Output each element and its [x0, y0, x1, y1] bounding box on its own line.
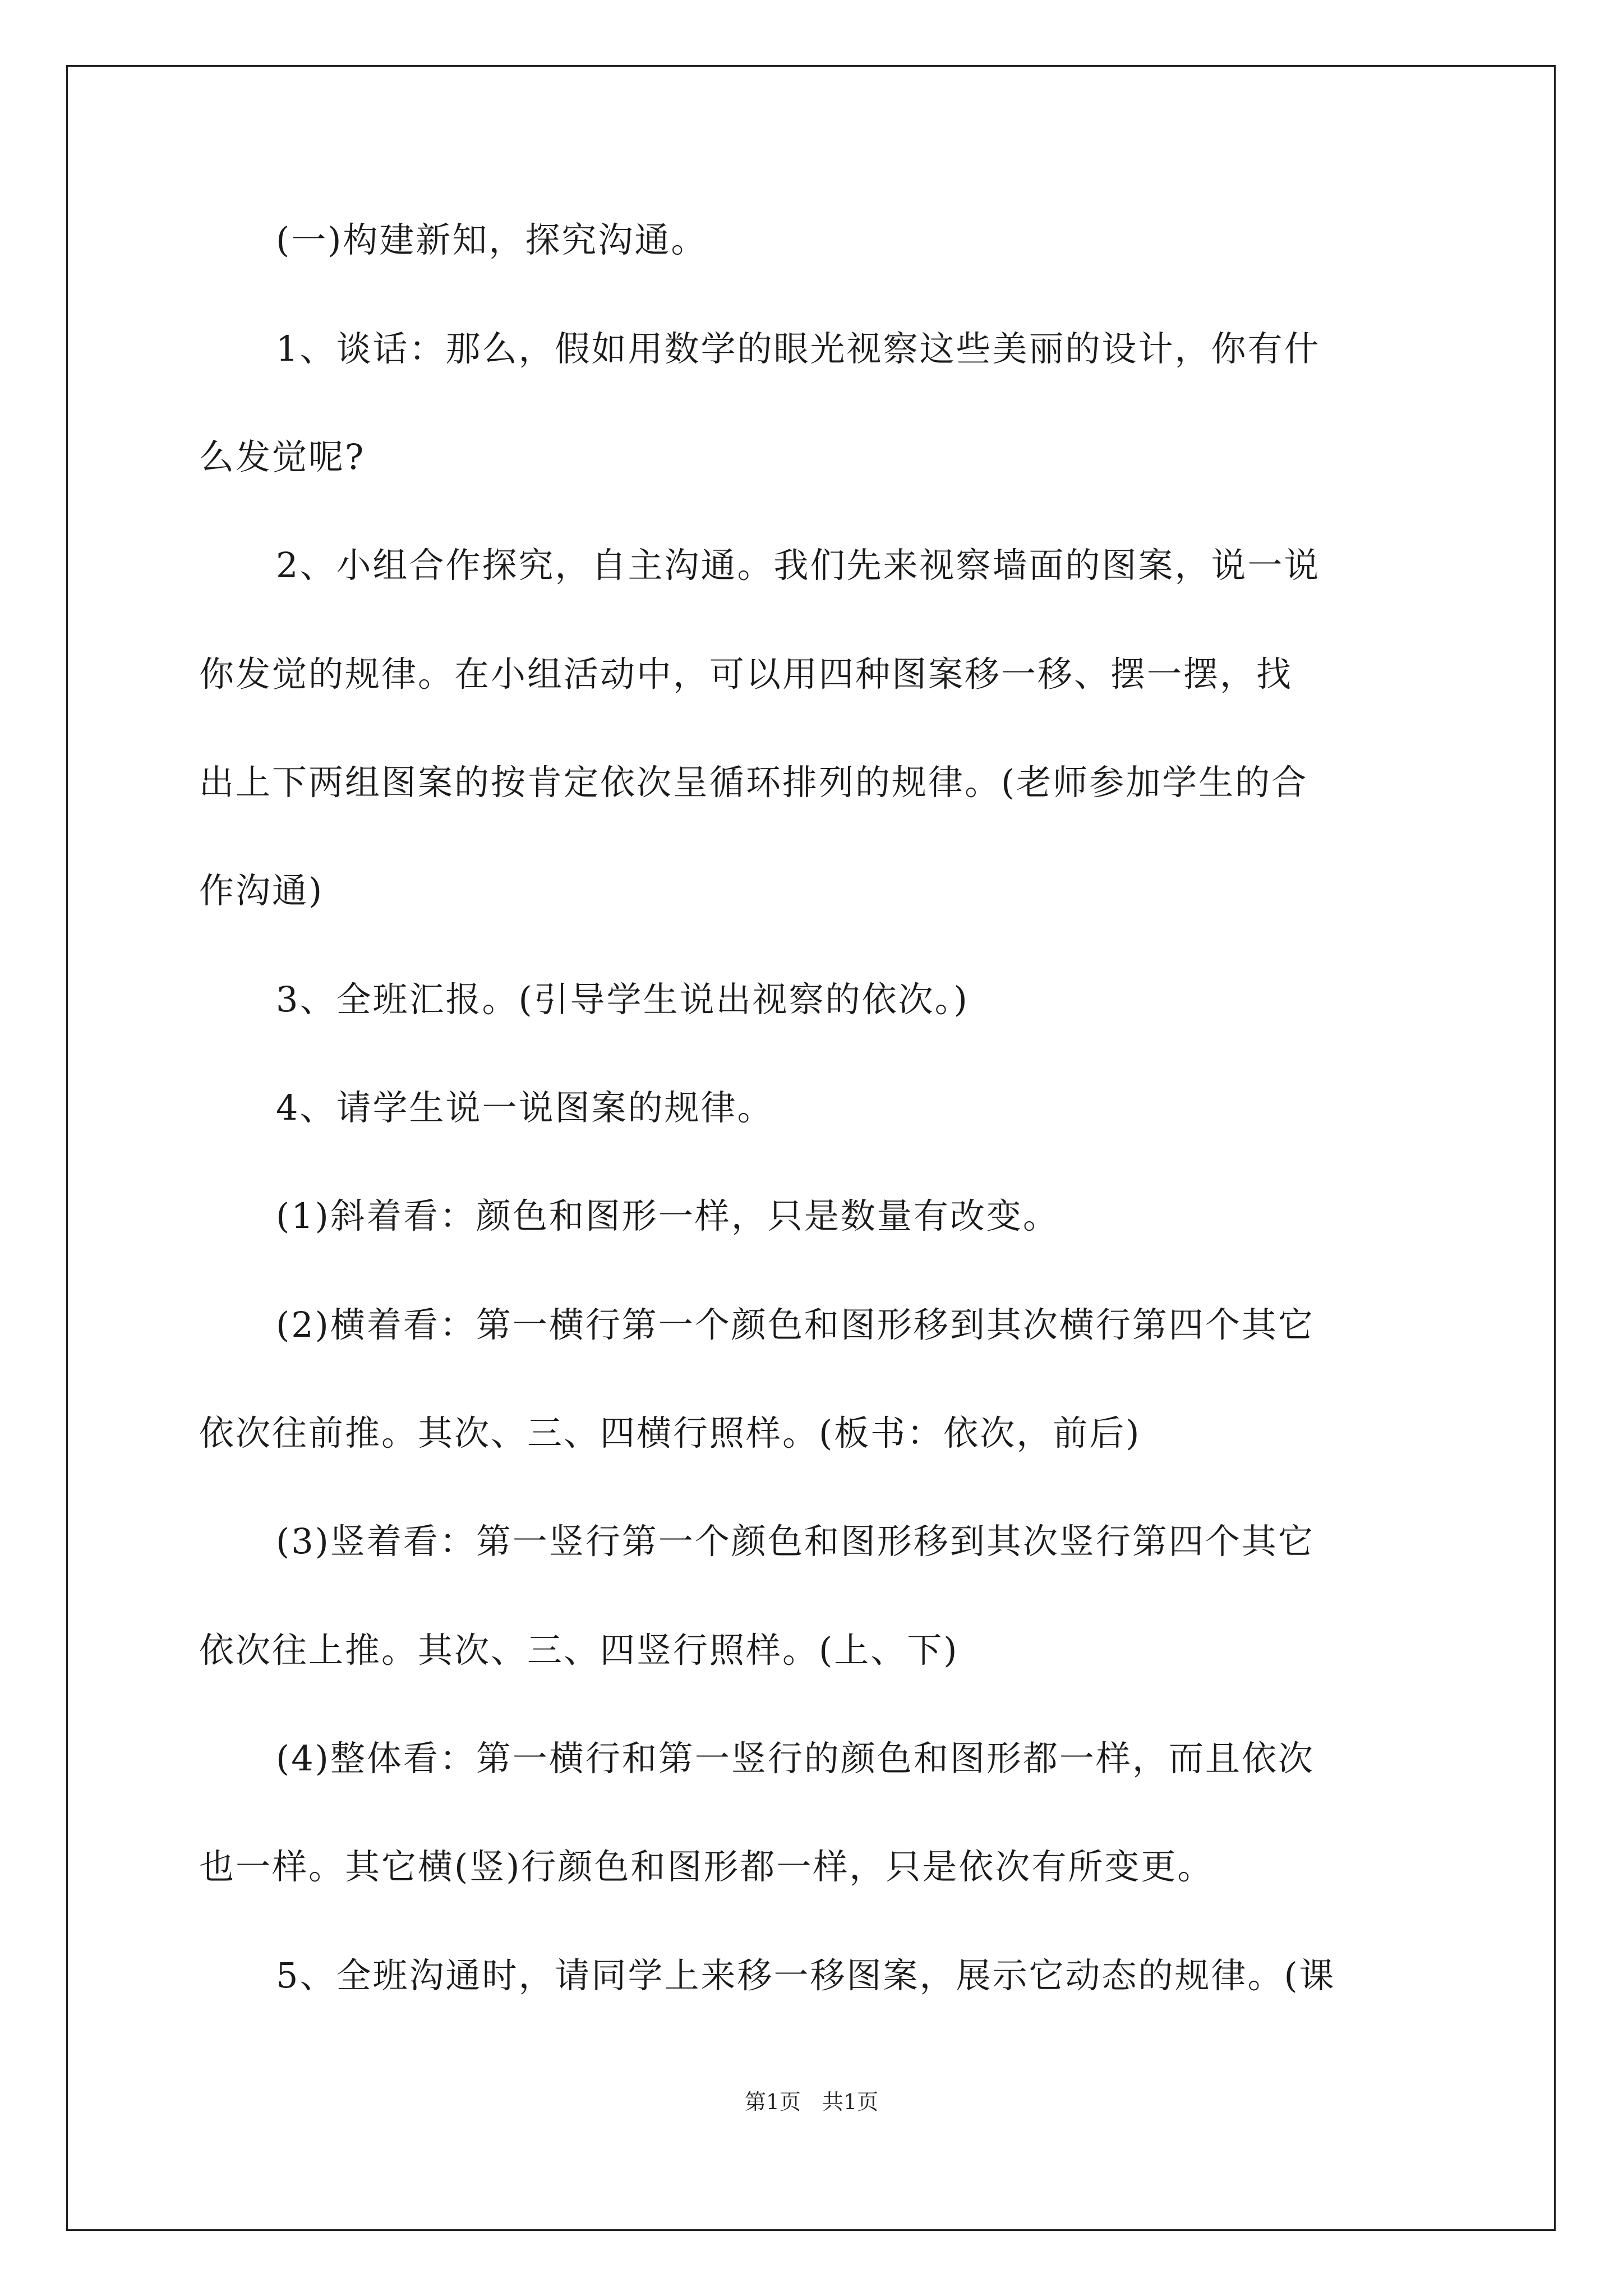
text-line: (2)横着看：第一横行第一个颜色和图形移到其次横行第四个其它 — [276, 1304, 1315, 1345]
text-line: (4)整体看：第一横行和第一竖行的颜色和图形都一样，而且依次 — [276, 1738, 1315, 1779]
text-line: 作沟通) — [199, 870, 324, 911]
text-line: 依次往前推。其次、三、四横行照样。(板书：依次，前后) — [199, 1412, 1141, 1453]
text-line: 出上下两组图案的按肯定依次呈循环排列的规律。(老师参加学生的合 — [199, 762, 1308, 803]
page-footer: 第1页 共1页 — [744, 2090, 879, 2114]
page-border — [66, 65, 1556, 2231]
text-line: 2、小组合作探究，自主沟通。我们先来视察墙面的图案，说一说 — [276, 545, 1321, 586]
text-line: 5、全班沟通时，请同学上来移一移图案，展示它动态的规律。(课 — [276, 1955, 1336, 1996]
text-line: 你发觉的规律。在小组活动中，可以用四种图案移一移、摆一摆，找 — [199, 654, 1293, 694]
text-line: (一)构建新知，探究沟通。 — [276, 219, 708, 260]
text-line: (3)竖着看：第一竖行第一个颜色和图形移到其次竖行第四个其它 — [276, 1521, 1315, 1562]
text-line: (1)斜着看：颜色和图形一样，只是数量有改变。 — [276, 1195, 1059, 1236]
text-line: 1、谈话：那么，假如用数学的眼光视察这些美丽的设计，你有什 — [276, 328, 1321, 369]
text-line: 也一样。其它横(竖)行颜色和图形都一样，只是依次有所变更。 — [199, 1846, 1214, 1887]
text-line: 4、请学生说一说图案的规律。 — [276, 1087, 774, 1128]
text-line: 么发觉呢? — [199, 436, 366, 477]
text-line: 3、全班汇报。(引导学生说出视察的依次。) — [276, 979, 969, 1020]
text-line: 依次往上推。其次、三、四竖行照样。(上、下) — [199, 1630, 959, 1671]
